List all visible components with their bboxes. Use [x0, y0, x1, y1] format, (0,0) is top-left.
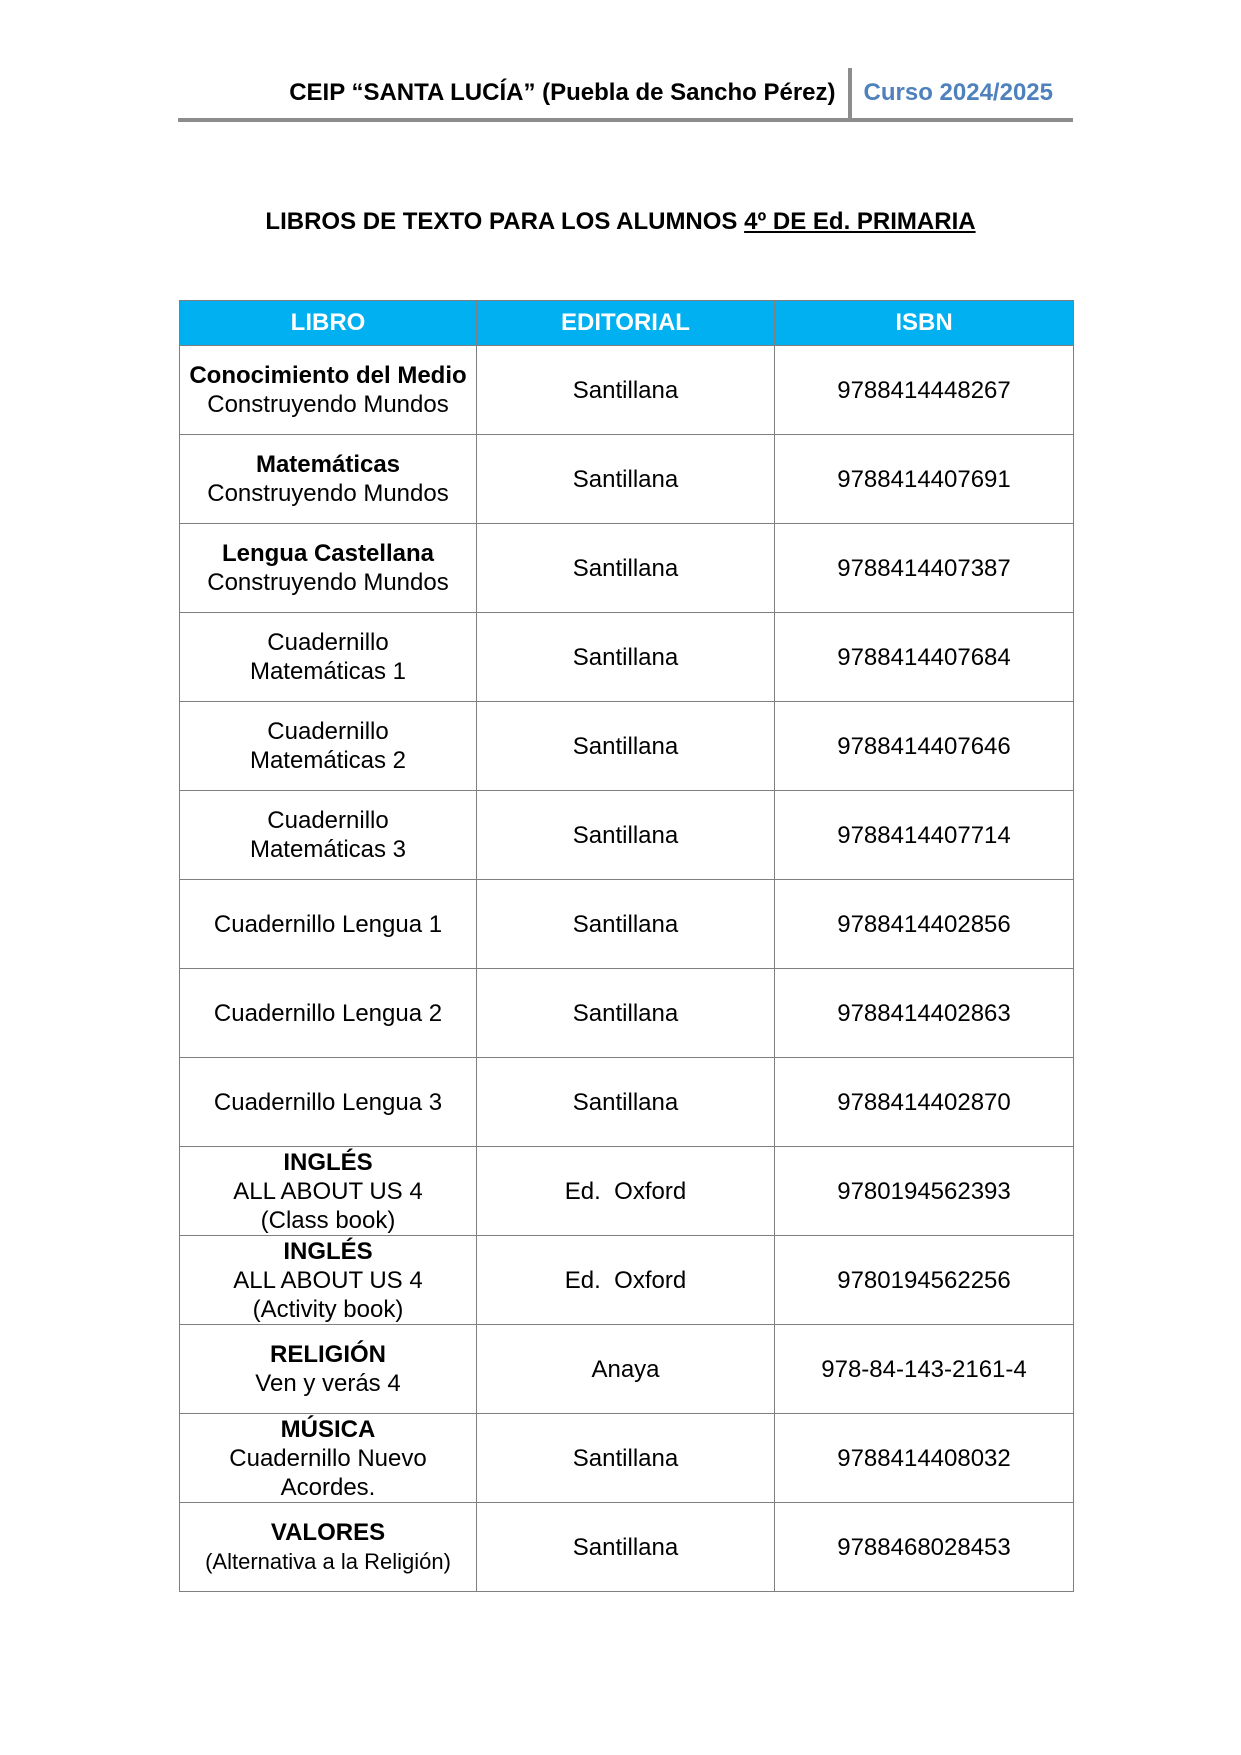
book-subject: RELIGIÓN: [269, 1341, 386, 1368]
table-row: [180, 791, 1074, 880]
table-row: [180, 1058, 1074, 1147]
cell-isbn: 9788414407691: [775, 435, 1074, 524]
cell-libro: [180, 791, 477, 880]
cell-libro: [180, 1503, 477, 1592]
cell-editorial: Santillana: [477, 1058, 775, 1147]
cell-isbn: 9788414408032: [775, 1414, 1074, 1503]
book-title: Cuadernillo Lengua 1: [213, 910, 443, 938]
cell-isbn: 9788414402856: [775, 880, 1074, 969]
table-row: [180, 524, 1074, 613]
cell-libro: [180, 880, 477, 969]
cell-isbn: 9788468028453: [775, 1503, 1074, 1592]
table-row: [180, 969, 1074, 1058]
table-row: [180, 1147, 1074, 1236]
cell-isbn: 978-84-143-2161-4: [775, 1325, 1074, 1414]
cell-isbn: 9788414448267: [775, 346, 1074, 435]
cell-libro: [180, 613, 477, 702]
title-prefix: LIBROS DE TEXTO PARA LOS ALUMNOS: [265, 208, 745, 235]
book-title: Construyendo Mundos: [207, 569, 449, 596]
cell-libro: [180, 1236, 477, 1325]
cell-editorial: Santillana: [477, 524, 775, 613]
cell-libro: [180, 346, 477, 435]
table-row: [180, 1414, 1074, 1503]
book-subject: VALORES: [270, 1519, 386, 1546]
cell-isbn: 9788414407387: [775, 524, 1074, 613]
cell-libro: [180, 435, 477, 524]
cell-editorial: Santillana: [477, 791, 775, 880]
cell-libro: [180, 524, 477, 613]
cell-editorial: Santillana: [477, 969, 775, 1058]
book-title: Construyendo Mundos: [207, 480, 449, 507]
book-title: Cuadernillo Matemáticas 2: [249, 718, 407, 774]
book-subject: MÚSICA: [280, 1415, 376, 1443]
cell-libro: [180, 969, 477, 1058]
cell-libro: [180, 1414, 477, 1503]
textbook-table: [179, 300, 1074, 1592]
book-subject: INGLÉS: [283, 1237, 373, 1265]
header-editorial: EDITORIAL: [477, 301, 775, 346]
cell-libro: [180, 1058, 477, 1147]
cell-libro: [180, 1325, 477, 1414]
cell-isbn: 9788414402863: [775, 969, 1074, 1058]
cell-isbn: 9788414407684: [775, 613, 1074, 702]
book-title: Cuadernillo Nuevo Acordes.: [229, 1444, 427, 1501]
table-row: [180, 613, 1074, 702]
table-header-row: [180, 301, 1074, 346]
table-body: [180, 346, 1074, 1592]
document-title: [0, 208, 1241, 236]
cell-editorial: Santillana: [477, 346, 775, 435]
book-subject: INGLÉS: [283, 1148, 373, 1176]
book-title: (Alternativa a la Religión): [205, 1549, 451, 1574]
school-name: CEIP “SANTA LUCÍA” (Puebla de Sancho Pérez): [289, 79, 836, 106]
cell-isbn: 9780194562393: [775, 1147, 1074, 1236]
book-subject: Lengua Castellana: [221, 540, 435, 567]
table-row: [180, 880, 1074, 969]
cell-editorial: Ed. Oxford: [477, 1147, 775, 1236]
cell-libro: [180, 702, 477, 791]
cell-editorial: Ed. Oxford: [477, 1236, 775, 1325]
book-subject: Conocimiento del Medio: [189, 362, 467, 389]
book-title: Cuadernillo Matemáticas 1: [249, 629, 407, 685]
book-title: Construyendo Mundos: [207, 391, 449, 418]
book-title: ALL ABOUT US 4: [233, 1266, 423, 1294]
cell-isbn: 9788414407646: [775, 702, 1074, 791]
cell-editorial: Santillana: [477, 702, 775, 791]
table-row: [180, 1236, 1074, 1325]
header-libro: LIBRO: [180, 301, 477, 346]
cell-editorial: Santillana: [477, 435, 775, 524]
book-title: Cuadernillo Lengua 2: [213, 999, 443, 1027]
cell-isbn: 9780194562256: [775, 1236, 1074, 1325]
cell-isbn: 9788414402870: [775, 1058, 1074, 1147]
table-row: [180, 435, 1074, 524]
title-grade: 4º DE Ed. PRIMARIA: [744, 208, 976, 235]
cell-editorial: Santillana: [477, 613, 775, 702]
table-row: [180, 702, 1074, 791]
header-isbn: ISBN: [775, 301, 1074, 346]
cell-editorial: Santillana: [477, 880, 775, 969]
cell-libro: [180, 1147, 477, 1236]
book-subject: Matemáticas: [255, 451, 401, 478]
cell-editorial: Anaya: [477, 1325, 775, 1414]
course-label: Curso 2024/2025: [863, 79, 1053, 106]
book-title: Ven y verás 4: [255, 1370, 401, 1397]
page-header: [178, 68, 1073, 122]
book-edition: (Class book): [260, 1206, 396, 1234]
cell-isbn: 9788414407714: [775, 791, 1074, 880]
book-title: Cuadernillo Lengua 3: [213, 1088, 443, 1116]
book-title: ALL ABOUT US 4: [233, 1177, 423, 1205]
book-edition: (Activity book): [252, 1295, 404, 1323]
book-title: Cuadernillo Matemáticas 3: [249, 807, 407, 863]
cell-editorial: Santillana: [477, 1503, 775, 1592]
table-row: [180, 1325, 1074, 1414]
table-row: [180, 1503, 1074, 1592]
cell-editorial: Santillana: [477, 1414, 775, 1503]
table-row: [180, 346, 1074, 435]
